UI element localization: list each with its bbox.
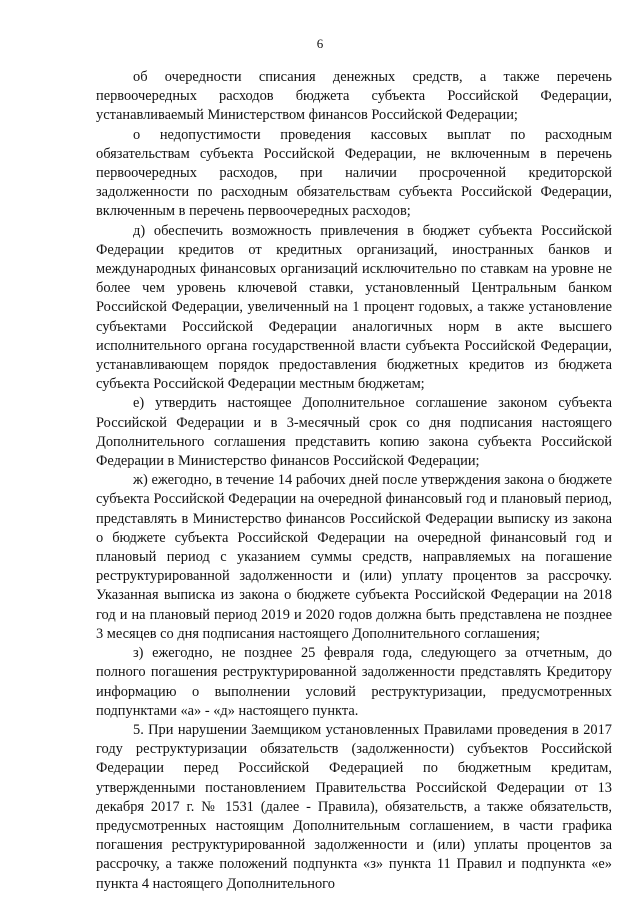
paragraph-item-zh: ж) ежегодно, в течение 14 рабочих дней после утверждения закона о бюджете субъекта Российской Федерации на очередной финансовый год и плановый период, представлять в Министерство финансов Российской Федерации выписку из закона о бюджете субъекта Российской Федерации на очередной финансовый год и плановый период с указанием суммы средств, направляемых на погашение реструктурированной задолженности и (или) уплату процентов за рассрочку. Указанная выписка из закона о бюджете субъекта Российской Федерации на 2018 год и на плановый период 2019 и 2020 годов должна быть представлена не позднее 3 месяцев со дня подписания настоящего Дополнительного соглашения; xyxy=(96,472,612,642)
page-number: 6 xyxy=(316,36,324,51)
paragraph-item-d: д) обеспечить возможность привлечения в бюджет субъекта Российской Федерации кредитов от кредитных организаций, иностранных банков и международных финансовых организаций исключительно по ставкам на уровне не более чем уровень ключевой ставки, установленный Центральным банком Российской Федерации, увеличенный на 1 процент годовых, а также установление субъектами Российской Федерации аналогичных норм в акте высшего исполнительного органа государственной власти субъекта Российской Федерации, устанавливающем порядок предоставления бюджетных кредитов из бюджета субъекта Российской Федерации местным бюджетам; xyxy=(96,222,612,393)
paragraph-item-z: з) ежегодно, не позднее 25 февраля года, следующего за отчетным, до полного погашения реструктурированной задолженности представлять Кредитору информацию о выполнении условий реструктуризации, предусмотренных подпунктами «а» - «д» настоящего пункта. xyxy=(96,645,612,719)
paragraph-item-e: е) утвердить настоящее Дополнительное соглашение законом субъекта Российской Федерации и в 3-месячный срок со дня подписания настоящего Дополнительного соглашения представить копию закона субъекта Российской Федерации в Министерство финансов Российской Федерации; xyxy=(96,395,612,470)
document-body xyxy=(96,68,612,894)
paragraph-section-5: 5. При нарушении Заемщиком установленных Правилами проведения в 2017 году реструктуризации обязательств (задолженности) субъектов Российской Федерации перед Российской Федерацией по бюджетным кредитам, утвержденными постановлением Правительства Российской Федерации от 13 декабря 2017 г. № 1531 (далее - Правила), обязательств, а также обязательств, предусмотренных настоящим Дополнительным соглашением, в части графика погашения реструктурированной задолженности и (или) уплаты процентов за рассрочку, а также положений подпункта «з» пункта 11 Правил и подпункта «е» пункта 4 настоящего Дополнительного xyxy=(96,721,612,892)
paragraph-priority-order: об очередности списания денежных средств, а также перечень первоочередных расходов бюджета субъекта Российской Федерации, устанавливаемый Министерством финансов Российской Федерации; xyxy=(96,69,612,124)
paragraph-cash-payments: о недопустимости проведения кассовых выплат по расходным обязательствам субъекта Российской Федерации, не включенным в перечень первоочередных расходов, при наличии просроченной кредиторской задолженности по расходным обязательствам субъекта Российской Федерации, включенным в перечень первоочередных расходов; xyxy=(96,126,612,220)
